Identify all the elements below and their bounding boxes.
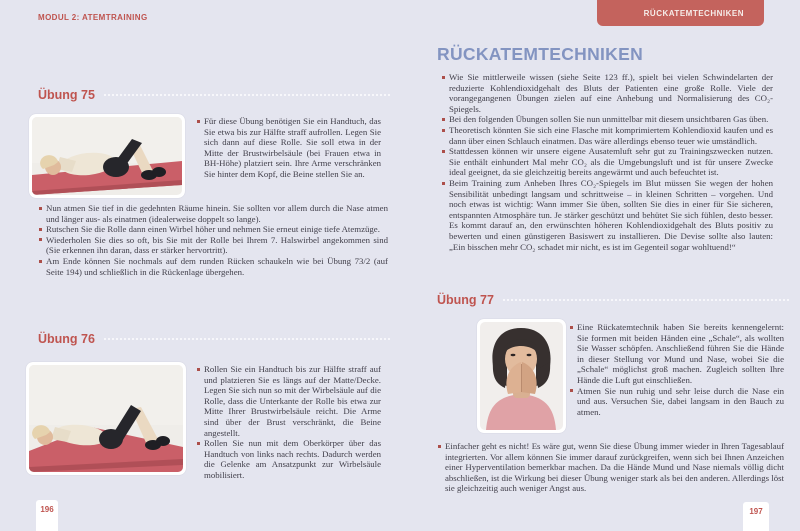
bullet-item: Stattdessen können wir unsere eigene Ausatemluft sehr gut zu Trainingszwecken nutzen. Sie enthält einhundert Mal mehr CO₂ als die Umgebungsluft und ist für unsere Zwecke ideal geeignet, da sie gleichzeitig bereits angewärmt und auch befeuchtet ist. <box>441 146 773 178</box>
exercise-75-title: Übung 75 <box>38 88 95 102</box>
exercise-77-photo-text <box>569 322 784 417</box>
woman-cupping-hands-over-nose-image <box>480 322 563 430</box>
bullet-item: Wie Sie mittlerweile wissen (siehe Seite 123 ff.), spielt bei vielen Schwindelarten der reduzierte Kohlendioxidgehalt des Bluts der Patienten eine große Rolle. Viele der vorangegangenen Übungen zielen auf eine Anhebung und Normalisierung des CO₂-Spiegels. <box>441 72 773 114</box>
exercise-76-title: Übung 76 <box>38 332 95 346</box>
dotted-rule <box>104 94 390 96</box>
exercise-77-bullets <box>437 441 784 494</box>
woman-on-mat-knees-bent-image <box>32 117 182 195</box>
exercise-76-photo <box>26 362 186 475</box>
left-page-number: 196 <box>36 500 58 531</box>
bullet-item: Am Ende können Sie nochmals auf dem runden Rücken schaukeln wie bei Übung 73/2 (auf Seite 194) und schließlich in die Rückenlage übergehen. <box>38 256 388 277</box>
bullet-item: Einfacher geht es nicht! Es wäre gut, wenn Sie diese Übung immer wieder in Ihren Tagesablauf integrierten. Vor allem können Sie immer darauf zurückgreifen, wenn sich bei Ihnen Anzeichen einer Hyperventilation bemerkbar machen. Da die Hände Mund und Nase niemals völlig dicht abschließen, ist die Wirkung bei dieser Übung weniger stark als bei den anderen. Allerdings löst sie gleichzeitig auch weniger Angst aus. <box>437 441 784 494</box>
exercise-76-photo-text <box>196 364 381 481</box>
chapter-tab-label: RÜCKATEMTECHNIKEN <box>643 8 744 18</box>
exercise-77-title: Übung 77 <box>437 293 494 307</box>
dotted-rule <box>503 299 789 301</box>
bullet-item: Bei den folgenden Übungen sollen Sie nun unmittelbar mit diesem unsichtbaren Gas üben. <box>441 114 773 125</box>
bullet-item: Nun atmen Sie tief in die gedehnten Räume hinein. Sie sollten vor allem durch die Nase atmen und länger aus- als einatmen (idealerweise doppelt so lange). <box>38 203 388 224</box>
left-running-header: MODUL 2: ATEMTRAINING <box>38 13 148 22</box>
bullet-item: Rollen Sie nun mit dem Oberkörper über das Handtuch von links nach rechts. Dadurch werden die Gelenke am Ansatzpunkt zur Wirbelsäule mobilisiert. <box>196 438 381 480</box>
exercise-75-heading <box>38 88 390 102</box>
exercise-77-photo <box>477 319 566 433</box>
exercise-75-bullets <box>38 203 388 277</box>
bullet-item: Eine Rückatemtechnik haben Sie bereits kennengelernt: Sie formen mit beiden Händen eine „Schale“, als wollten Sie Wasser schöpfen. Anschließend führen Sie die Hände in dieser Stellung vor Mund und Nase, wobei Sie die „Schale“ möglichst groß machen. Zugleich sollten Ihre Hände die Luft gut einschließen. <box>569 322 784 386</box>
right-page-number: 197 <box>743 502 769 531</box>
exercise-77-heading <box>437 293 789 307</box>
bullet-item: Für diese Übung benötigen Sie ein Handtuch, das Sie etwa bis zur Hälfte straff aufrollen. Legen Sie sich dann auf diese Rolle. Sie soll etwa in der Mitte der Brustwirbelsäule (bei Frauen etwa in BH-Höhe) platziert sein. Ihre Arme verschränken Sie hinter dem Kopf, die Beine stellen Sie an. <box>196 116 381 180</box>
chapter-intro-bullets <box>441 72 773 252</box>
bullet-item: Wiederholen Sie dies so oft, bis Sie mit der Rolle bei Ihrem 7. Halswirbel angekommen sind (Sie erkennen ihn daran, dass er stärker hervortritt). <box>38 235 388 256</box>
chapter-tab <box>597 0 764 26</box>
woman-lying-on-mat-image <box>29 365 183 472</box>
bullet-item: Beim Training zum Anheben Ihres CO₂-Spiegels im Blut müssen Sie wegen der hohen Sensibilität unbedingt langsam und schrittweise – in kleinen Schritten – vorgehen. Und noch etwas ist wichtig: Wann immer Sie üben, sollten Sie dies in einer für Sie sicheren, entspannten Atmosphäre tun. Je stärker geschützt und behütet Sie sich fühlen, desto besser. Es kommt darauf an, den erwünschten höheren Kohlendioxidgehalt des Bluts positiv zu bewerten und einen günstigeren Basiswert zu installieren. Die Devise sollte also lauten: „Ein bisschen mehr CO₂ schadet mir nicht, es ist im Gegenteil sogar wohltuend!“ <box>441 178 773 252</box>
chapter-title: RÜCKATEMTECHNIKEN <box>437 44 644 64</box>
bullet-item: Rutschen Sie die Rolle dann einen Wirbel höher und nehmen Sie erneut einige tiefe Atemzüge. <box>38 224 388 235</box>
dotted-rule <box>104 338 390 340</box>
bullet-item: Theoretisch könnten Sie sich eine Flasche mit komprimiertem Kohlendioxid kaufen und es dann über einen Schlauch einatmen. Das wäre allerdings ebenso teuer wie umständlich. <box>441 125 773 146</box>
bullet-item: Rollen Sie ein Handtuch bis zur Hälfte straff auf und platzieren Sie es längs auf der Matte/Decke. Legen Sie sich nun so mit der Wirbelsäule auf die Rolle, dass die Unterkante der Rolle bis etwa zur Mitte Ihrer Brustwirbelsäule reicht. Die Arme sind über der Brust verschränkt, die Beine angestellt. <box>196 364 381 438</box>
exercise-75-photo-text <box>196 116 381 180</box>
exercise-76-heading <box>38 332 390 346</box>
bullet-item: Atmen Sie nun ruhig und sehr leise durch die Nase ein und aus. Versuchen Sie, dabei langsam in den Bauch zu atmen. <box>569 386 784 418</box>
exercise-75-photo <box>29 114 185 198</box>
